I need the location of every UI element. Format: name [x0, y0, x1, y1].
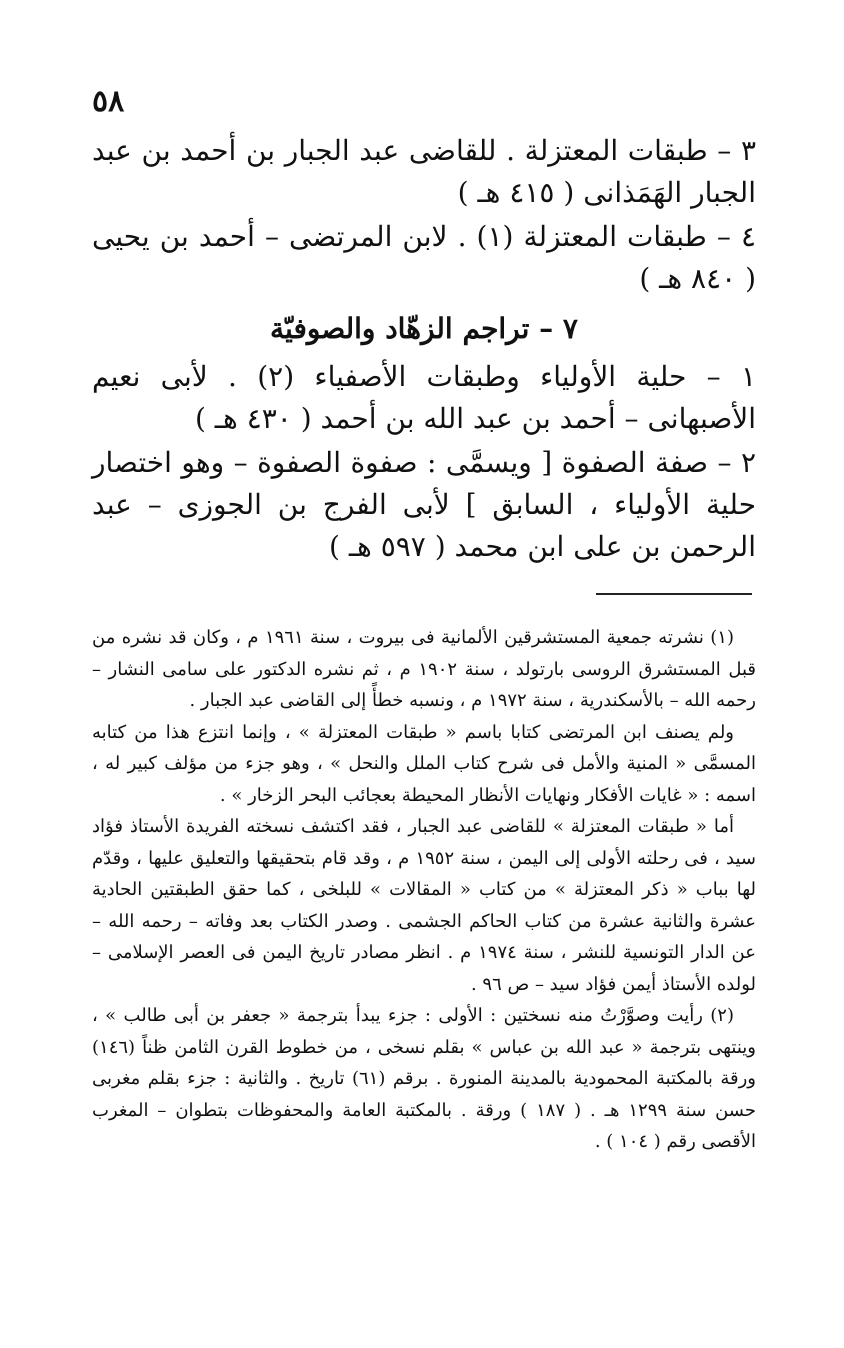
entry-3-tabaqat-qadi: ٣ – طبقات المعتزلة . للقاضى عبد الجبار بن أحمد بن عبد الجبار الهَمَذانى ( ٤١٥ هـ ): [92, 134, 756, 209]
entry-1-hilyat-awliya: ١ – حلية الأولياء وطبقات الأصفياء (٢) . لأبى نعيم الأصبهانى – أحمد بن عبد الله بن أحمد ( ٤٣٠ هـ ): [92, 360, 756, 435]
footnote-1-paragraph-3: أما « طبقات المعتزلة » للقاضى عبد الجبار ، فقد اكتشف نسخته الفريدة الأستاذ فؤاد سيد ، فى رحلته الأولى إلى اليمن ، سنة ١٩٥٢ م ، وقد قام بتحقيقها والتعليق عليها ، وقدّم لها بباب « ذكر المعتزلة » من كتاب « المقالات » للبلخى ، كما حقق الطبقتين الحادية عشرة والثانية عشرة من كتاب الحاكم الجشمى . وصدر الكتاب بعد وفاته – رحمه الله – عن الدار التونسية للنشر ، سنة ١٩٧٤ م . انظر مصادر تاريخ اليمن فى العصر الإسلامى – لولده الأستاذ أيمن فؤاد سيد – ص ٩٦ .: [92, 816, 756, 995]
footnote-divider: [596, 593, 752, 595]
entry-2-sifat-safwa: ٢ – صفة الصفوة [ ويسمَّى : صفوة الصفوة – وهو اختصار حلية الأولياء ، السابق ] لأبى الفرج بن الجوزى – عبد الرحمن بن على ابن محمد ( ٥٩٧ هـ ): [92, 446, 756, 563]
section-heading: ٧ – تراجم الزهّاد والصوفيّة: [270, 312, 578, 345]
page-number: ٥٨: [92, 84, 125, 119]
footnote-1: (١) نشرته جمعية المستشرقين الألمانية فى بيروت ، سنة ١٩٦١ م ، وكان قد نشره من قبل المستشرق الروسى بارتولد ، سنة ١٩٠٢ م ، ثم نشره الدكتور على سامى النشار – رحمه الله – بالأسكندرية ، سنة ١٩٧٢ م ، ونسبه خطأً إلى القاضى عبد الجبار .: [92, 627, 757, 711]
entry-4-tabaqat-murtada: ٤ – طبقات المعتزلة (١) . لابن المرتضى – أحمد بن يحيى ( ٨٤٠ هـ ): [92, 220, 757, 295]
footnote-2: (٢) رأيت وصوَّرْتُ منه نسختين : الأولى : جزء يبدأ بترجمة « جعفر بن أبى طالب » ، وينتهى بترجمة « عبد الله بن عباس » بقلم نسخى ، من خطوط القرن الثامن ظناً (١٤٦) ورقة بالمكتبة المحمودية بالمدينة المنورة . برقم (٦١) تاريخ . والثانية : جزء بقلم مغربى حسن سنة ١٢٩٩ هـ . ( ١٨٧ ) ورقة . بالمكتبة العامة والمحفوظات بتطوان – المغرب الأقصى رقم ( ١٠٤ ) .: [92, 1005, 756, 1152]
footnotes: [92, 622, 756, 1158]
footnote-1-paragraph-2: ولم يصنف ابن المرتضى كتابا باسم « طبقات المعتزلة » ، وإنما انتزع هذا من كتابه المسمَّى « المنية والأمل فى شرح كتاب الملل والنحل » ، وهو جزء من مؤلف كبير له ، اسمه : « غايات الأفكار ونهايات الأنظار المحيطة بعجائب البحر الزخار » .: [92, 721, 756, 806]
main-text: [92, 130, 756, 570]
